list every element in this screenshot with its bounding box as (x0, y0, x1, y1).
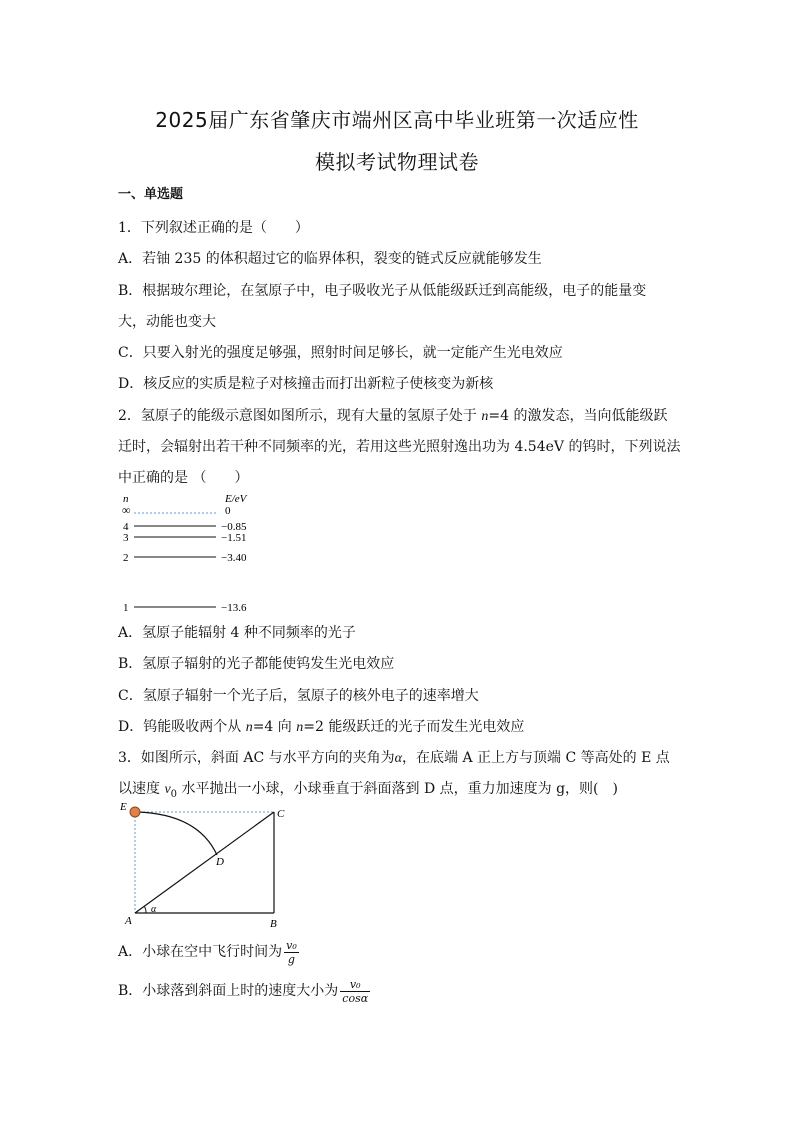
level-e-3: −1.51 (221, 532, 247, 544)
level-e-1: −13.6 (221, 602, 247, 614)
q2-stem-line1: 2．氢原子的能级示意图如图所示，现有大量的氢原子处于 n=4 的激发态，当向低能级跃 (118, 408, 668, 424)
level-n-1: 1 (123, 602, 129, 614)
level-n-4: 4 (123, 521, 129, 533)
q1-option-d: D．核反应的实质是粒子对核撞击而打出新粒子使核变为新核 (118, 376, 494, 392)
q1-stem: 1．下列叙述正确的是（ ） (118, 220, 309, 236)
q1-option-a: A．若铀 235 的体积超过它的临界体积，裂变的链式反应就能够发生 (118, 251, 542, 267)
doc-title-line1: 2025届广东省肇庆市端州区高中毕业班第一次适应性 (155, 108, 639, 132)
q2-stem-line3: 中正确的是 （ ） (118, 470, 249, 486)
energy-header-e: E/eV (225, 493, 247, 505)
section-heading: 一、单选题 (118, 187, 184, 202)
incline-diagram (116, 800, 291, 930)
level-n-inf: ∞ (122, 503, 131, 517)
doc-title-line2: 模拟考试物理试卷 (315, 150, 479, 174)
q2-stem-line2: 迁时，会辐射出若干种不同频率的光，若用这些光照射逸出功为 4.54eV 的钨时，下列说法 (118, 439, 681, 455)
level-n-2: 2 (123, 552, 129, 564)
q1-option-c: C．只要入射光的强度足够强，照射时间足够长，就一定能产生光电效应 (118, 345, 563, 361)
q3-option-b: B．小球落到斜面上时的速度大小为 $\frac{\text{v₀}}{\cos\alpha}$ (118, 977, 369, 1005)
q1-option-b-line2: 大，动能也变大 (118, 314, 216, 330)
level-n-3: 3 (123, 532, 129, 544)
energy-level-diagram (118, 490, 268, 615)
trajectory-arc (137, 812, 217, 855)
q2-option-b: B．氢原子辐射的光子都能使钨发生光电效应 (118, 656, 395, 672)
energy-header-n: n (123, 493, 129, 505)
label-c: C (277, 808, 285, 820)
label-e: E (120, 801, 127, 813)
label-alpha: α (151, 904, 157, 915)
fraction-v0-over-g: $\frac{\text{v₀}}{g}$ (286, 938, 297, 966)
incline-ac (135, 812, 274, 913)
ball (130, 807, 140, 817)
q1-option-b-line1: B．根据玻尔理论，在氢原子中，电子吸收光子从低能级跃迁到高能级，电子的能量变 (118, 283, 647, 299)
level-e-2: −3.40 (221, 552, 247, 564)
label-a: A (125, 915, 132, 927)
q2-option-c: C．氢原子辐射一个光子后，氢原子的核外电子的速率增大 (118, 688, 479, 704)
angle-arc (144, 906, 146, 913)
q2-option-d: D．钨能吸收两个从 n=4 向 n=2 能级跃迁的光子而发生光电效应 (118, 719, 525, 735)
q3-stem-line2: 以速度 $v_0$ 水平抛出一小球，小球垂直于斜面落到 D 点，重力加速度为 g，则( ) (118, 781, 618, 800)
label-d: D (216, 856, 224, 868)
q3-stem-line1: 3．如图所示，斜面 AC 与水平方向的夹角为α，在底端 A 正上方与顶端 C 等高处的 E 点 (118, 750, 670, 766)
fraction-v0-over-cos-alpha: $\frac{\text{v₀}}{\cos\alpha}$ (342, 977, 369, 1005)
q3-option-a: A．小球在空中飞行时间为 $\frac{\text{v₀}}{g}$ (118, 938, 297, 966)
q2-option-a: A．氢原子能辐射 4 种不同频率的光子 (118, 625, 356, 641)
level-e-4: −0.85 (221, 521, 247, 533)
level-e-inf: 0 (225, 505, 231, 517)
label-b: B (270, 918, 277, 930)
